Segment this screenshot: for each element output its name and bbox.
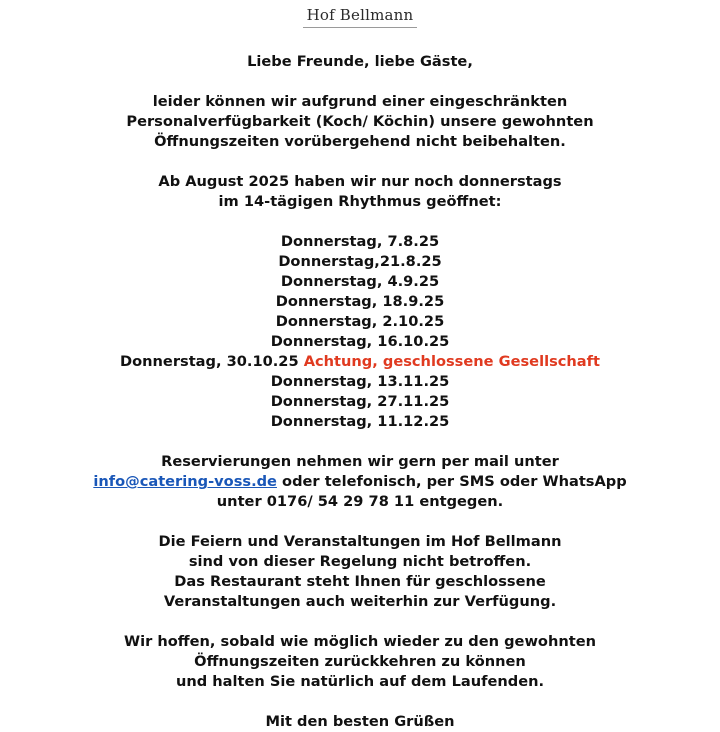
site-title: Hof Bellmann <box>303 2 418 28</box>
date-item: Donnerstag, 18.9.25 <box>275 293 445 310</box>
reservation-line-1: Reservierungen nehmen wir gern per mail unter <box>161 453 559 470</box>
spacer <box>0 152 720 172</box>
date-item: Donnerstag, 30.10.25 <box>120 353 299 370</box>
events-line-1: Die Feiern und Veranstaltungen im Hof Bellmann <box>158 533 562 550</box>
events-line-4: Veranstaltungen auch weiterhin zur Verfügung. <box>163 593 557 610</box>
date-item-with-notice <box>0 352 720 372</box>
intro-line-2: Personalverfügbarkeit (Koch/ Köchin) unsere gewohnten <box>126 113 594 130</box>
schedule-intro-line-1: Ab August 2025 haben wir nur noch donnerstags <box>158 173 562 190</box>
header <box>0 2 720 28</box>
reservation-line-2 <box>0 472 720 492</box>
spacer <box>0 512 720 532</box>
closing-line-1: Wir hoffen, sobald wie möglich wieder zu den gewohnten <box>123 633 596 650</box>
spacer <box>0 692 720 712</box>
events-line-2: sind von dieser Regelung nicht betroffen. <box>188 553 532 570</box>
date-item: Donnerstag, 16.10.25 <box>270 333 450 350</box>
signoff: Mit den besten Grüßen <box>265 713 455 730</box>
spacer <box>0 212 720 232</box>
date-item: Donnerstag, 2.10.25 <box>275 313 445 330</box>
spacer <box>0 432 720 452</box>
reservation-line-3: unter 0176/ 54 29 78 11 entgegen. <box>216 493 504 510</box>
events-line-3: Das Restaurant steht Ihnen für geschlossene <box>174 573 546 590</box>
spacer <box>0 612 720 632</box>
announcement-body <box>0 52 720 732</box>
date-item: Donnerstag, 11.12.25 <box>270 413 450 430</box>
date-item: Donnerstag,21.8.25 <box>278 253 442 270</box>
date-item: Donnerstag, 4.9.25 <box>280 273 440 290</box>
date-list <box>0 232 720 432</box>
date-item: Donnerstag, 27.11.25 <box>270 393 450 410</box>
schedule-intro-line-2: im 14-tägigen Rhythmus geöffnet: <box>218 193 502 210</box>
reservation-line-2-rest: oder telefonisch, per SMS oder WhatsApp <box>276 473 627 490</box>
closing-line-2: Öffnungszeiten zurückkehren zu können <box>194 653 526 670</box>
greeting: Liebe Freunde, liebe Gäste, <box>247 53 473 70</box>
intro-line-1: leider können wir aufgrund einer eingeschränkten <box>152 93 568 110</box>
closing-line-3: und halten Sie natürlich auf dem Laufenden. <box>175 673 545 690</box>
intro-line-3: Öffnungszeiten vorübergehend nicht beibehalten. <box>154 133 566 150</box>
date-item: Donnerstag, 13.11.25 <box>270 373 450 390</box>
email-link[interactable]: info@catering-voss.de <box>93 473 277 490</box>
closed-event-notice: Achtung, geschlossene Gesellschaft <box>303 353 600 370</box>
spacer <box>0 72 720 92</box>
date-item: Donnerstag, 7.8.25 <box>280 233 440 250</box>
